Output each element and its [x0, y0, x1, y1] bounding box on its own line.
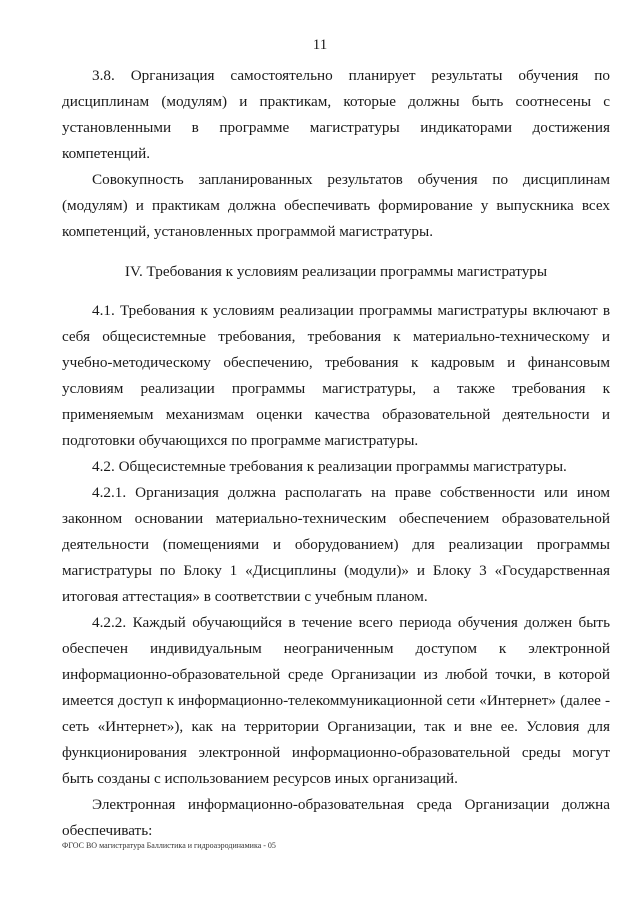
paragraph-3-8: 3.8. Организация самостоятельно планирует результаты обучения по дисциплинам (модулям) и практикам, которые должны быть соотнесены с установленными в программе магистратуры индикаторами достижения компетенций. — [62, 67, 610, 162]
paragraph-4-2: 4.2. Общесистемные требования к реализации программы магистратуры. — [92, 458, 567, 475]
paragraph-4-2-1: 4.2.1. Организация должна располагать на праве собственности или ином законном основании материально-техническим обеспечением образовательной деятельности (помещениями и оборудованием) для реализации программы магистратуры по Блоку 1 «Дисциплины (модули)» и Блоку 3 «Государственная итоговая аттестация» в соответствии с учебным планом. — [62, 484, 610, 605]
page-number: 11 — [312, 37, 328, 53]
document-body — [62, 63, 610, 844]
section-heading: IV. Требования к условиям реализации программы магистратуры — [124, 263, 548, 280]
document-footer: ФГОС ВО магистратура Баллистика и гидроаэродинамика - 05 — [62, 841, 276, 850]
paragraph-electronic-environment: Электронная информационно-образовательная среда Организации должна обеспечивать: — [62, 796, 610, 839]
paragraph-4-1: 4.1. Требования к условиям реализации программы магистратуры включают в себя общесистемные требования, требования к материально-техническому и учебно-методическому обеспечению, требования к кадровым и финансовым условиям реализации программы магистратуры, а также требования к применяемым механизмам оценки качества образовательной деятельности и подготовки обучающихся по программе магистратуры. — [62, 302, 610, 449]
paragraph-4-2-2: 4.2.2. Каждый обучающийся в течение всего периода обучения должен быть обеспечен индивидуальным неограниченным доступом к электронной информационно-образовательной среде Организации из любой точки, в которой имеется доступ к информационно-телекоммуникационной сети «Интернет» (далее - сеть «Интернет»), как на территории Организации, так и вне ее. Условия для функционирования электронной информационно-образовательной среды могут быть созданы с использованием ресурсов иных организаций. — [62, 614, 610, 787]
paragraph-learning-outcomes: Совокупность запланированных результатов обучения по дисциплинам (модулям) и практикам должна обеспечивать формирование у выпускника всех компетенций, установленных программой магистратуры. — [62, 171, 610, 240]
